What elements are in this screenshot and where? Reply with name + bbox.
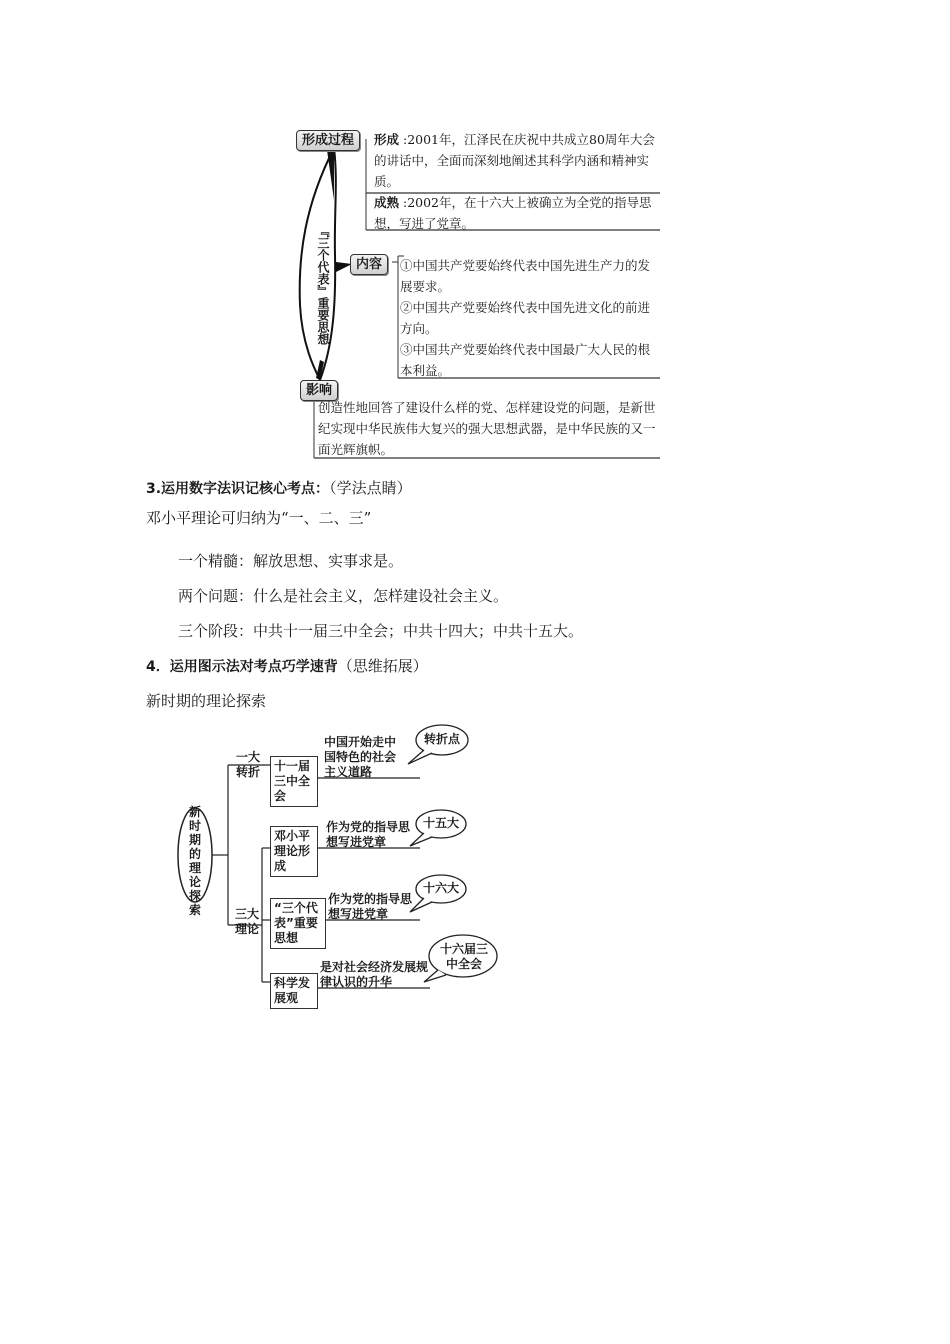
mature-text-block: 成熟 :2002年，在十六大上被确立为全党的指导思想，写进了党章。 — [374, 195, 652, 231]
node-4-bubble: 十六届三中全会 — [439, 942, 488, 971]
node-2-box: 邓小平理论形成 — [270, 826, 318, 877]
section4-subtitle: 新时期的理论探索 — [146, 692, 267, 710]
mature-text: 2002年，在十六大上被确立为全党的指导思想，写进了党章。 — [374, 195, 652, 231]
section3-note: （学法点睛） — [329, 479, 412, 497]
node-1-desc: 中国开始走中国特色的社会主义道路 — [324, 735, 397, 779]
section3-heading — [146, 477, 412, 498]
content-list — [400, 255, 662, 381]
content-item-3: ③中国共产党要始终代表中国最广大人民的根本利益。 — [400, 342, 651, 378]
formation-text: 形成 :2001年，江泽民在庆祝中共成立80周年大会的讲话中，全面而深刻地阐述其科学内涵和精神实质。 — [374, 132, 655, 189]
root-label: 新时期的理论探索 — [188, 805, 201, 917]
diagram2-lines — [0, 720, 950, 1020]
section3-title: 3.运用数字法识记核心考点： — [146, 481, 330, 497]
central-title: 『三个代表』重要思想 — [316, 225, 330, 345]
influence-text: 创造性地回答了建设什么样的党、怎样建设党的问题，是新世纪实现中华民族伟大复兴的强大思想武器，是中华民族的又一面光辉旗帜。 — [318, 400, 656, 457]
node-1-box: 十一届三中全会 — [270, 756, 318, 807]
section4-note: （思维拓展） — [337, 657, 428, 675]
section3-line-1: 一个精髓：解放思想、实事求是。 — [178, 552, 404, 570]
formation-tag: 形成过程 — [296, 130, 360, 151]
node-2-desc: 作为党的指导思想写进党章 — [326, 820, 411, 849]
section4-title: 4．运用图示法对考点巧学速背 — [146, 659, 338, 675]
section3-line-2: 两个问题：什么是社会主义，怎样建设社会主义。 — [178, 587, 509, 605]
node-3-box: “三个代表”重要思想 — [270, 898, 326, 949]
section3-line-3: 三个阶段：中共十一届三中全会；中共十四大；中共十五大。 — [178, 622, 584, 640]
node-1-bubble: 转折点 — [423, 732, 460, 746]
node-2-bubble: 十五大 — [422, 816, 459, 830]
content-tag: 内容 — [350, 254, 388, 275]
influence-tag: 影响 — [300, 380, 338, 401]
node-4-desc: 是对社会经济发展规律认识的升华 — [320, 960, 429, 989]
form-label: 形成 — [374, 132, 400, 147]
node-3-desc: 作为党的指导思想写进党章 — [328, 892, 413, 921]
form-text: 2001年，江泽民在庆祝中共成立80周年大会的讲话中，全面而深刻地阐述其科学内涵和精神实质。 — [374, 132, 655, 189]
content-item-1: ①中国共产党要始终代表中国先进生产力的发展要求。 — [400, 258, 651, 294]
branch-1-label: 一大转折 — [235, 750, 260, 779]
node-3-bubble: 十六大 — [422, 881, 459, 895]
content-item-2: ②中国共产党要始终代表中国先进文化的前进方向。 — [400, 300, 651, 336]
section4-heading — [146, 655, 428, 676]
mature-label: 成熟 — [374, 195, 400, 210]
node-4-box: 科学发展观 — [270, 973, 318, 1009]
section3-intro: 邓小平理论可归纳为“一、二、三” — [146, 509, 372, 527]
branch-2-label: 三大理论 — [234, 907, 259, 936]
